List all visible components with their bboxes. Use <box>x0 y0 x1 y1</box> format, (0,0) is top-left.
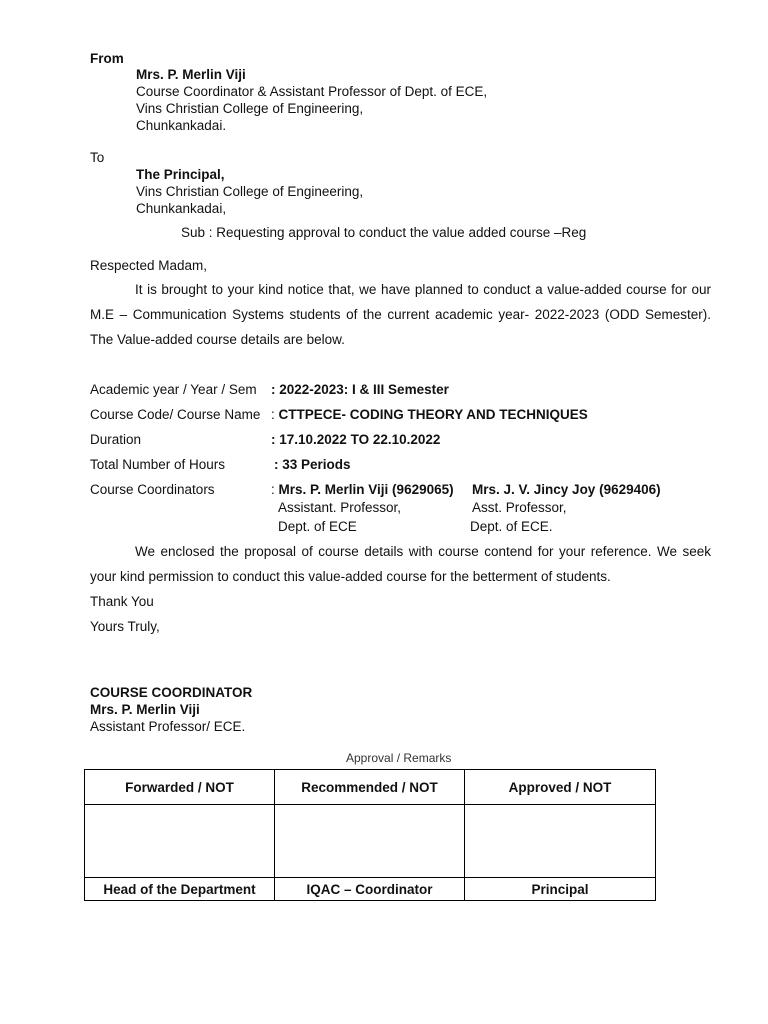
signature-role: COURSE COORDINATOR <box>90 685 253 700</box>
duration-value: : 17.10.2022 TO 22.10.2022 <box>271 432 441 447</box>
hours-label: Total Number of Hours <box>90 457 226 472</box>
approval-caption: Approval / Remarks <box>346 751 452 765</box>
academic-year-label: Academic year / Year / Sem <box>90 382 257 397</box>
coordinator-2-title: Asst. Professor, <box>472 500 567 515</box>
course-colon: : <box>271 407 279 422</box>
body-paragraph-1: It is brought to your kind notice that, we have planned to conduct a value-added course for our M.E – Communication Systems students of the current academic year- 2022-2023 (ODD Semester). The Value-added course details are below. <box>90 282 711 347</box>
signature-designation: Assistant Professor/ ECE. <box>90 719 246 734</box>
recipient-line: Chunkankadai, <box>136 201 227 216</box>
sender-line: Vins Christian College of Engineering, <box>136 101 364 116</box>
approval-footer-cell: IQAC – Coordinator <box>275 878 465 901</box>
approval-header-cell: Recommended / NOT <box>275 770 465 805</box>
coordinator-2-dept: Dept. of ECE. <box>470 519 553 534</box>
closing: Yours Truly, <box>90 619 160 634</box>
coordinators-label: Course Coordinators <box>90 482 215 497</box>
from-label: From <box>90 51 124 66</box>
recipient-name: The Principal, <box>136 167 225 182</box>
approval-table <box>84 769 656 901</box>
coordinator-1-name-row <box>271 481 454 498</box>
signature-cell <box>465 805 656 878</box>
signature-cell <box>275 805 465 878</box>
signature-name: Mrs. P. Merlin Viji <box>90 702 200 717</box>
approval-signature-row <box>85 805 656 878</box>
approval-header-cell: Forwarded / NOT <box>85 770 275 805</box>
course-value-row <box>271 406 588 423</box>
recipient-line: Vins Christian College of Engineering, <box>136 184 364 199</box>
subject-line: Sub : Requesting approval to conduct the value added course –Reg <box>181 225 587 240</box>
sender-line: Course Coordinator & Assistant Professor of Dept. of ECE, <box>136 84 488 99</box>
thank-you: Thank You <box>90 594 154 609</box>
coordinator-2-name: Mrs. J. V. Jincy Joy (9629406) <box>472 482 661 497</box>
duration-label: Duration <box>90 432 142 447</box>
approval-header-row <box>85 770 656 805</box>
course-label: Course Code/ Course Name <box>90 407 261 422</box>
academic-year-value: : 2022-2023: I & III Semester <box>271 382 449 397</box>
signature-cell <box>85 805 275 878</box>
coordinator-1-name: Mrs. P. Merlin Viji (9629065) <box>278 482 454 497</box>
approval-footer-cell: Head of the Department <box>85 878 275 901</box>
approval-footer-cell: Principal <box>465 878 656 901</box>
sender-line: Chunkankadai. <box>136 118 227 133</box>
sender-name: Mrs. P. Merlin Viji <box>136 67 246 82</box>
coordinator-colon: : <box>271 482 279 497</box>
hours-value: : 33 Periods <box>274 457 351 472</box>
body-paragraph-2: We enclosed the proposal of course details with course contend for your reference. We seek your kind permission to conduct this value-added course for the betterment of students. <box>90 544 711 584</box>
salutation: Respected Madam, <box>90 258 208 273</box>
coordinator-1-title: Assistant. Professor, <box>278 500 402 515</box>
approval-footer-row <box>85 878 656 901</box>
coordinator-1-dept: Dept. of ECE <box>278 519 357 534</box>
course-value: CTTPECE- CODING THEORY AND TECHNIQUES <box>278 407 588 422</box>
to-label: To <box>90 150 105 165</box>
approval-header-cell: Approved / NOT <box>465 770 656 805</box>
